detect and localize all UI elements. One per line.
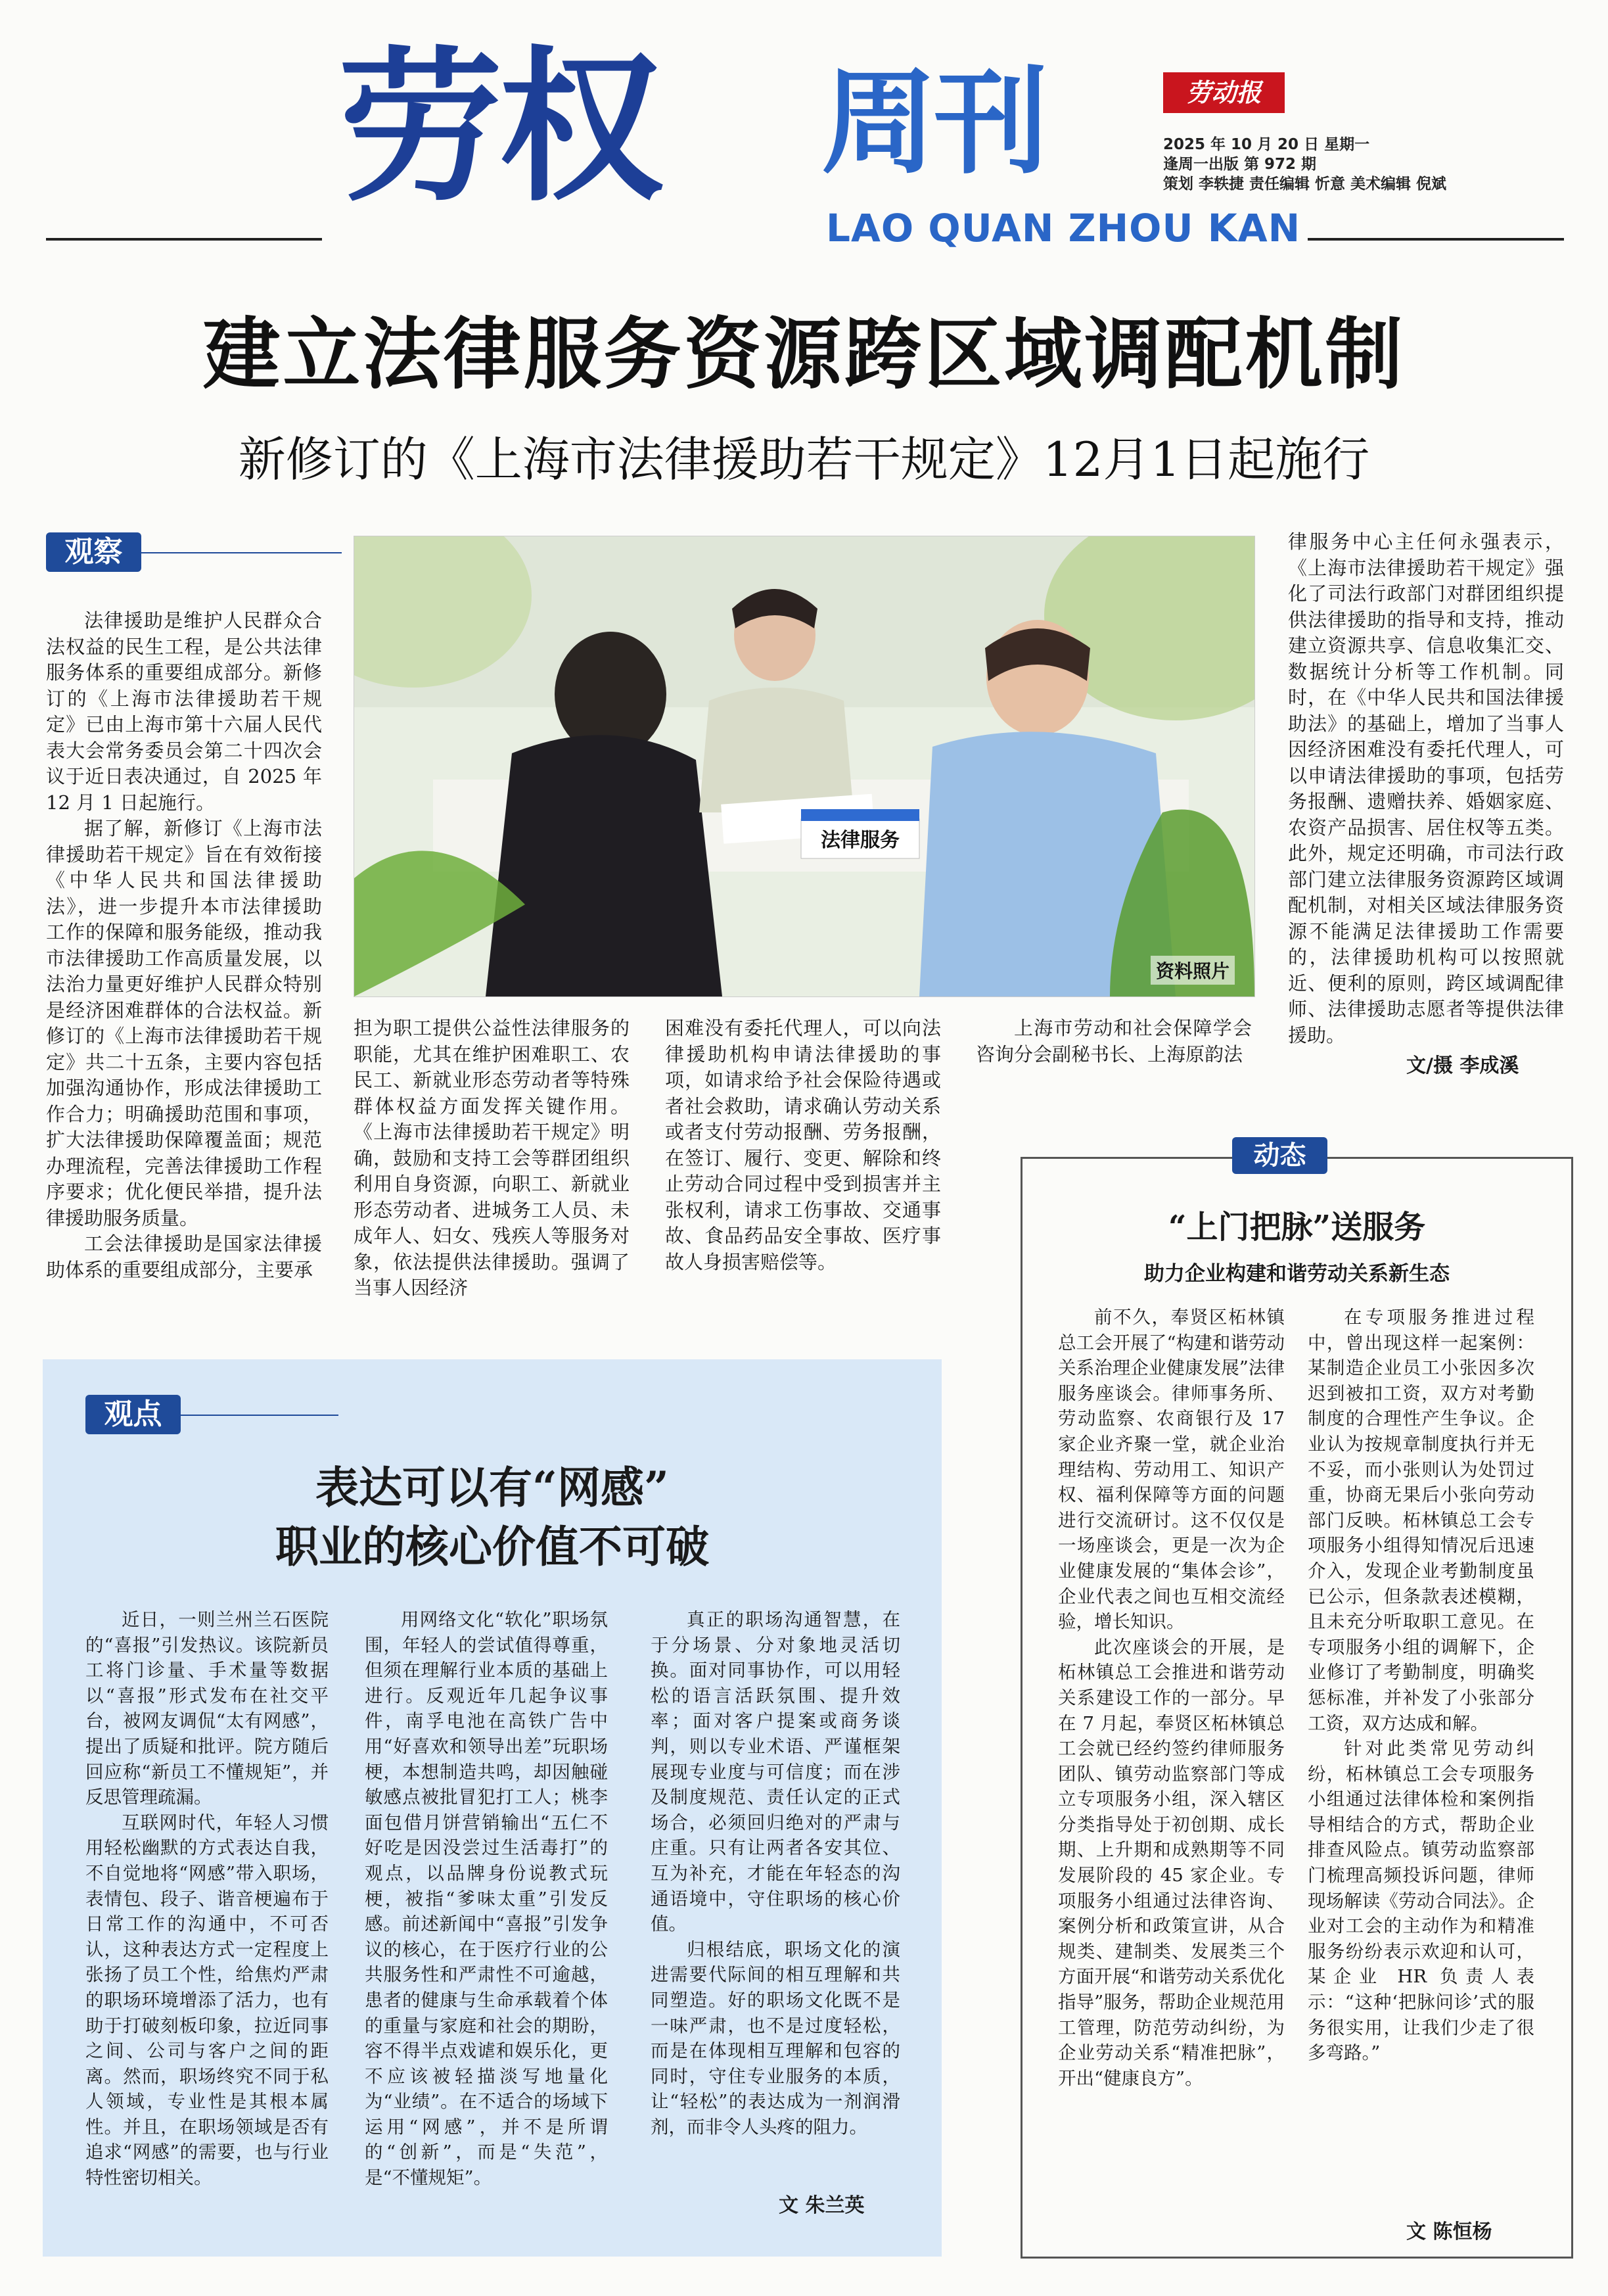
paragraph: 法律援助是维护人民群众合法权益的民生工程，是公共法律服务体系的重要组成部分。新修订的《上海市法律援助若干规定》已由上海市第十六届人民代表大会常务委员会第二十四次会议于近日表决通过，自 2025 年 12 月 1 日起施行。 [46,609,322,814]
photo-illustration [354,536,1254,996]
observe-column-3 [665,1016,941,1275]
desk-sign-text: 法律服务 [821,829,900,852]
opinion-title [43,1458,942,1576]
paragraph: 归根结底，职场文化的演进需要代际间的相互理解和共同塑造。好的职场文化既不是一味严肃，也不是过度轻松，而是在体现相互理解和包容的同时，守住专业服务的本质，让“轻松”的表达成为一剂润滑剂，而非令人头疼的阻力。 [651,1938,900,2138]
masthead-title: 劳权 [338,32,659,223]
observe-column-1 [46,608,322,1283]
dynamic-tag: 动态 [1232,1137,1327,1174]
paragraph: 用网络文化“软化”职场氛围，年轻人的尝试值得尊重，但须在理解行业本质的基础上进行。反观近年几起争议事件，南孚电池在高铁广告中用“好喜欢和领导出差”玩职场梗，本想制造共鸣，却因触碰敏感点被批冒犯打工人；桃李面包借月饼营销输出“五仁不好吃是因没尝过生活毒打”的观点，以品牌身份说教式玩梗，被指“爹味太重”引发反感。前述新闻中“喜报”引发争议的核心，在于医疗行业的公共服务性和严肃性不可逾越，患者的健康与生命承载着个体的重量与家庭和社会的期盼，容不得半点戏谑和娱乐化，更不应该被轻描淡写地量化为“业绩”。在不适合的场域下运用“网感”，并不是所谓的“创新”，而是“失范”，是“不懂规矩”。 [365,1609,608,2189]
opinion-credit: 文 朱兰英 [779,2194,865,2217]
paragraph: 此次座谈会的开展，是柘林镇总工会推进和谐劳动关系建设工作的一部分。早在 7 月起，奉贤区柘林镇总工会就已经约签约律师服务团队、镇劳动监察部门等成立专项服务小组，深入辖区分类指导处于初创期、成长期、上升期和成熟期等不同发展阶段的 45 家企业。专项服务小组通过法律咨询、案例分析和政策宣讲，从合规类、建制类、发展类三个方面开展“和谐劳动关系优化指导”服务，帮助企业规范用工管理，防范劳动纠纷，为企业劳动关系“精准把脉”，开出“健康良方”。 [1058,1636,1285,2089]
paragraph: 针对此类常见劳动纠纷，柘林镇总工会专项服务小组通过法律体检和案例指导相结合的方式，帮助企业排查风险点。镇劳动监察部门梳理高频投诉问题，律师现场解读《劳动合同法》。企业对工会的主动作为和精准服务纷纷表示欢迎和认可，某企业 HR 负责人表示：“这种‘把脉问诊’式的服务很实用，让我们少走了很多弯路。” [1308,1738,1534,2064]
paragraph: 前不久，奉贤区柘林镇总工会开展了“构建和谐劳动关系治理企业健康发展”法律服务座谈会。律师事务所、劳动监察、农商银行及 17 家企业齐聚一堂，就企业治理结构、劳动用工、知识产权、福利保障等方面的问题进行交流研讨。这不仅仅是一场座谈会，更是一次为企业健康发展的“集体会诊”，企业代表之间也互相交流经验，增长知识。 [1058,1307,1285,1633]
dynamic-subtitle: 助力企业构建和谐劳动关系新生态 [1144,1262,1450,1286]
paragraph: 真正的职场沟通智慧，在于分场景、分对象地灵活切换。面对同事协作，可以用轻松的语言活跃氛围、提升效率；面对客户提案或商务谈判，则以专业术语、严谨框架展现专业度与可信度；而在涉及制度规范、责任认定的正式场合，必须回归绝对的严肃与庄重。只有让两者各安其位、互为补充，才能在年轻态的沟通语境中，守住职场的核心价值。 [651,1609,900,1935]
paragraph: 担为职工提供公益性法律服务的职能，尤其在维护困难职工、农民工、新就业形态劳动者等特殊群体权益方面发挥关键作用。《上海市法律援助若干规定》明确，鼓励和支持工会等群团组织利用自身资源，向职工、新就业形态劳动者、进城务工人员、未成年人、妇女、残疾人等服务对象，依法提供法律援助。强调了当事人因经济 [354,1017,630,1299]
paragraph: 互联网时代，年轻人习惯用轻松幽默的方式表达自我，不自觉地将“网感”带入职场，表情包、段子、谐音梗遍布于日常工作的沟通中，不可否认，这种表达方式一定程度上张扬了员工个性，给焦灼严肃的职场环境增添了活力，也有助于打破刻板印象，拉近同事之间、公司与客户之间的距离。然而，职场终究不同于私人领域，专业性是其根本属性。并且，在职场领域是否有追求“网感”的需要，也与行业特性密切相关。 [85,1812,329,2189]
masthead-rule-right [1308,238,1564,241]
opinion-column-3 [651,1607,900,2140]
masthead-rule-left [46,238,322,241]
opinion-title-line-1: 表达可以有“网感” [315,1462,669,1513]
observe-column-5 [1288,529,1564,1048]
observe-credit: 文/摄 李成溪 [1406,1054,1519,1077]
paragraph: 在专项服务推进过程中，曾出现这样一起案例：某制造企业员工小张因多次迟到被扣工资，双方对考勤制度的合理性产生争议。企业认为按规章制度执行并无不妥，而小张则认为处罚过重，协商无果后小张向劳动部门反映。柘林镇总工会专项服务小组得知情况后迅速介入，发现企业考勤制度虽已公示，但条款表述模糊，且未充分听取职工意见。在专项服务小组的调解下，企业修订了考勤制度，明确奖惩标准，并补发了小张部分工资，双方达成和解。 [1308,1307,1534,1734]
paragraph: 律服务中心主任何永强表示，《上海市法律援助若干规定》强化了司法行政部门对群团组织提供法律援助的指导和支持，推动建立资源共享、信息收集汇交、数据统计分析等工作机制。同时，在《中华人民共和国法律援助法》的基础上，增加了当事人因经济困难没有委托代理人，可以申请法律援助的事项，包括劳务报酬、遗赠扶养、婚姻家庭、农资产品损害、居住权等五类。此外，规定还明确，市司法行政部门建立法律服务资源跨区域调配机制，对相关区域法律服务资源不能满足法律援助工作需要的，法律援助机构可以按照就近、便利的原则，跨区域调配律师、法律援助志愿者等提供法律援助。 [1288,530,1564,1046]
issue-number: 逢周一出版 第 972 期 [1163,156,1317,173]
main-headline: 建立法律服务资源跨区域调配机制 [202,309,1406,400]
photo-caption: 资料照片 [1151,956,1235,985]
opinion-tag: 观点 [85,1395,181,1434]
issue-date: 2025 年 10 月 20 日 星期一 [1163,136,1370,153]
dynamic-column-2 [1308,1305,1534,2066]
observe-column-2 [354,1016,630,1301]
masthead-subtitle: 周刊 [821,57,1046,190]
dynamic-credit: 文 陈恒杨 [1406,2220,1492,2243]
sub-headline: 新修订的《上海市法律援助若干规定》12月1日起施行 [238,432,1370,487]
paragraph: 工会法律援助是国家法律援助体系的重要组成部分，主要承 [46,1232,322,1281]
issue-info [1163,135,1446,194]
dynamic-title: “上门把脉”送服务 [1168,1209,1426,1246]
newspaper-logo: 劳动报 [1163,72,1285,113]
observe-column-4 [976,1016,1252,1067]
issue-staff: 策划 李轶捷 责任编辑 忻意 美术编辑 倪斌 [1163,176,1447,193]
paragraph: 困难没有委托代理人，可以向法律援助机构申请法律援助的事项，如请求给予社会保险待遇或者社会救助，请求确认劳动关系或者支付劳动报酬、劳务报酬，在签订、履行、变更、解除和终止劳动合同过程中受到损害并主张权利，请求工伤事故、交通事故、食品药品安全事故、医疗事故人身损害赔偿等。 [665,1017,941,1273]
paragraph: 据了解，新修订《上海市法律援助若干规定》旨在有效衔接《中华人民共和国法律援助法》，进一步提升本市法律援助工作的保障和服务能级，推动我市法律援助工作高质量发展，以法治力量更好维护人民群众特别是经济困难群体的合法权益。新修订的《上海市法律援助若干规定》共二十五条，主要内容包括加强沟通协作，形成法律援助工作合力；明确援助范围和事项，扩大法律援助保障覆盖面；规范办理流程，完善法律援助工作程序要求；优化便民举措，提升法律援助服务质量。 [46,817,322,1229]
paragraph: 上海市劳动和社会保障学会咨询分会副秘书长、上海原韵法 [976,1017,1252,1066]
opinion-column-1 [85,1607,329,2191]
masthead-pinyin: LAO QUAN ZHOU KAN [826,206,1301,250]
observe-tag: 观察 [46,532,141,572]
observe-tag-line [141,552,342,553]
dynamic-column-1 [1058,1305,1285,2091]
opinion-column-2 [365,1607,608,2191]
legal-service-photo [354,536,1255,997]
paragraph: 近日，一则兰州兰石医院的“喜报”引发热议。该院新员工将门诊量、手术量等数据以“喜报”形式发布在社交平台，被网友调侃“太有网感”，提出了质疑和批评。院方随后回应称“新员工不懂规矩”，并反思管理疏漏。 [85,1609,329,1808]
opinion-tag-line [181,1415,338,1416]
opinion-title-line-2: 职业的核心价值不可破 [275,1521,709,1572]
